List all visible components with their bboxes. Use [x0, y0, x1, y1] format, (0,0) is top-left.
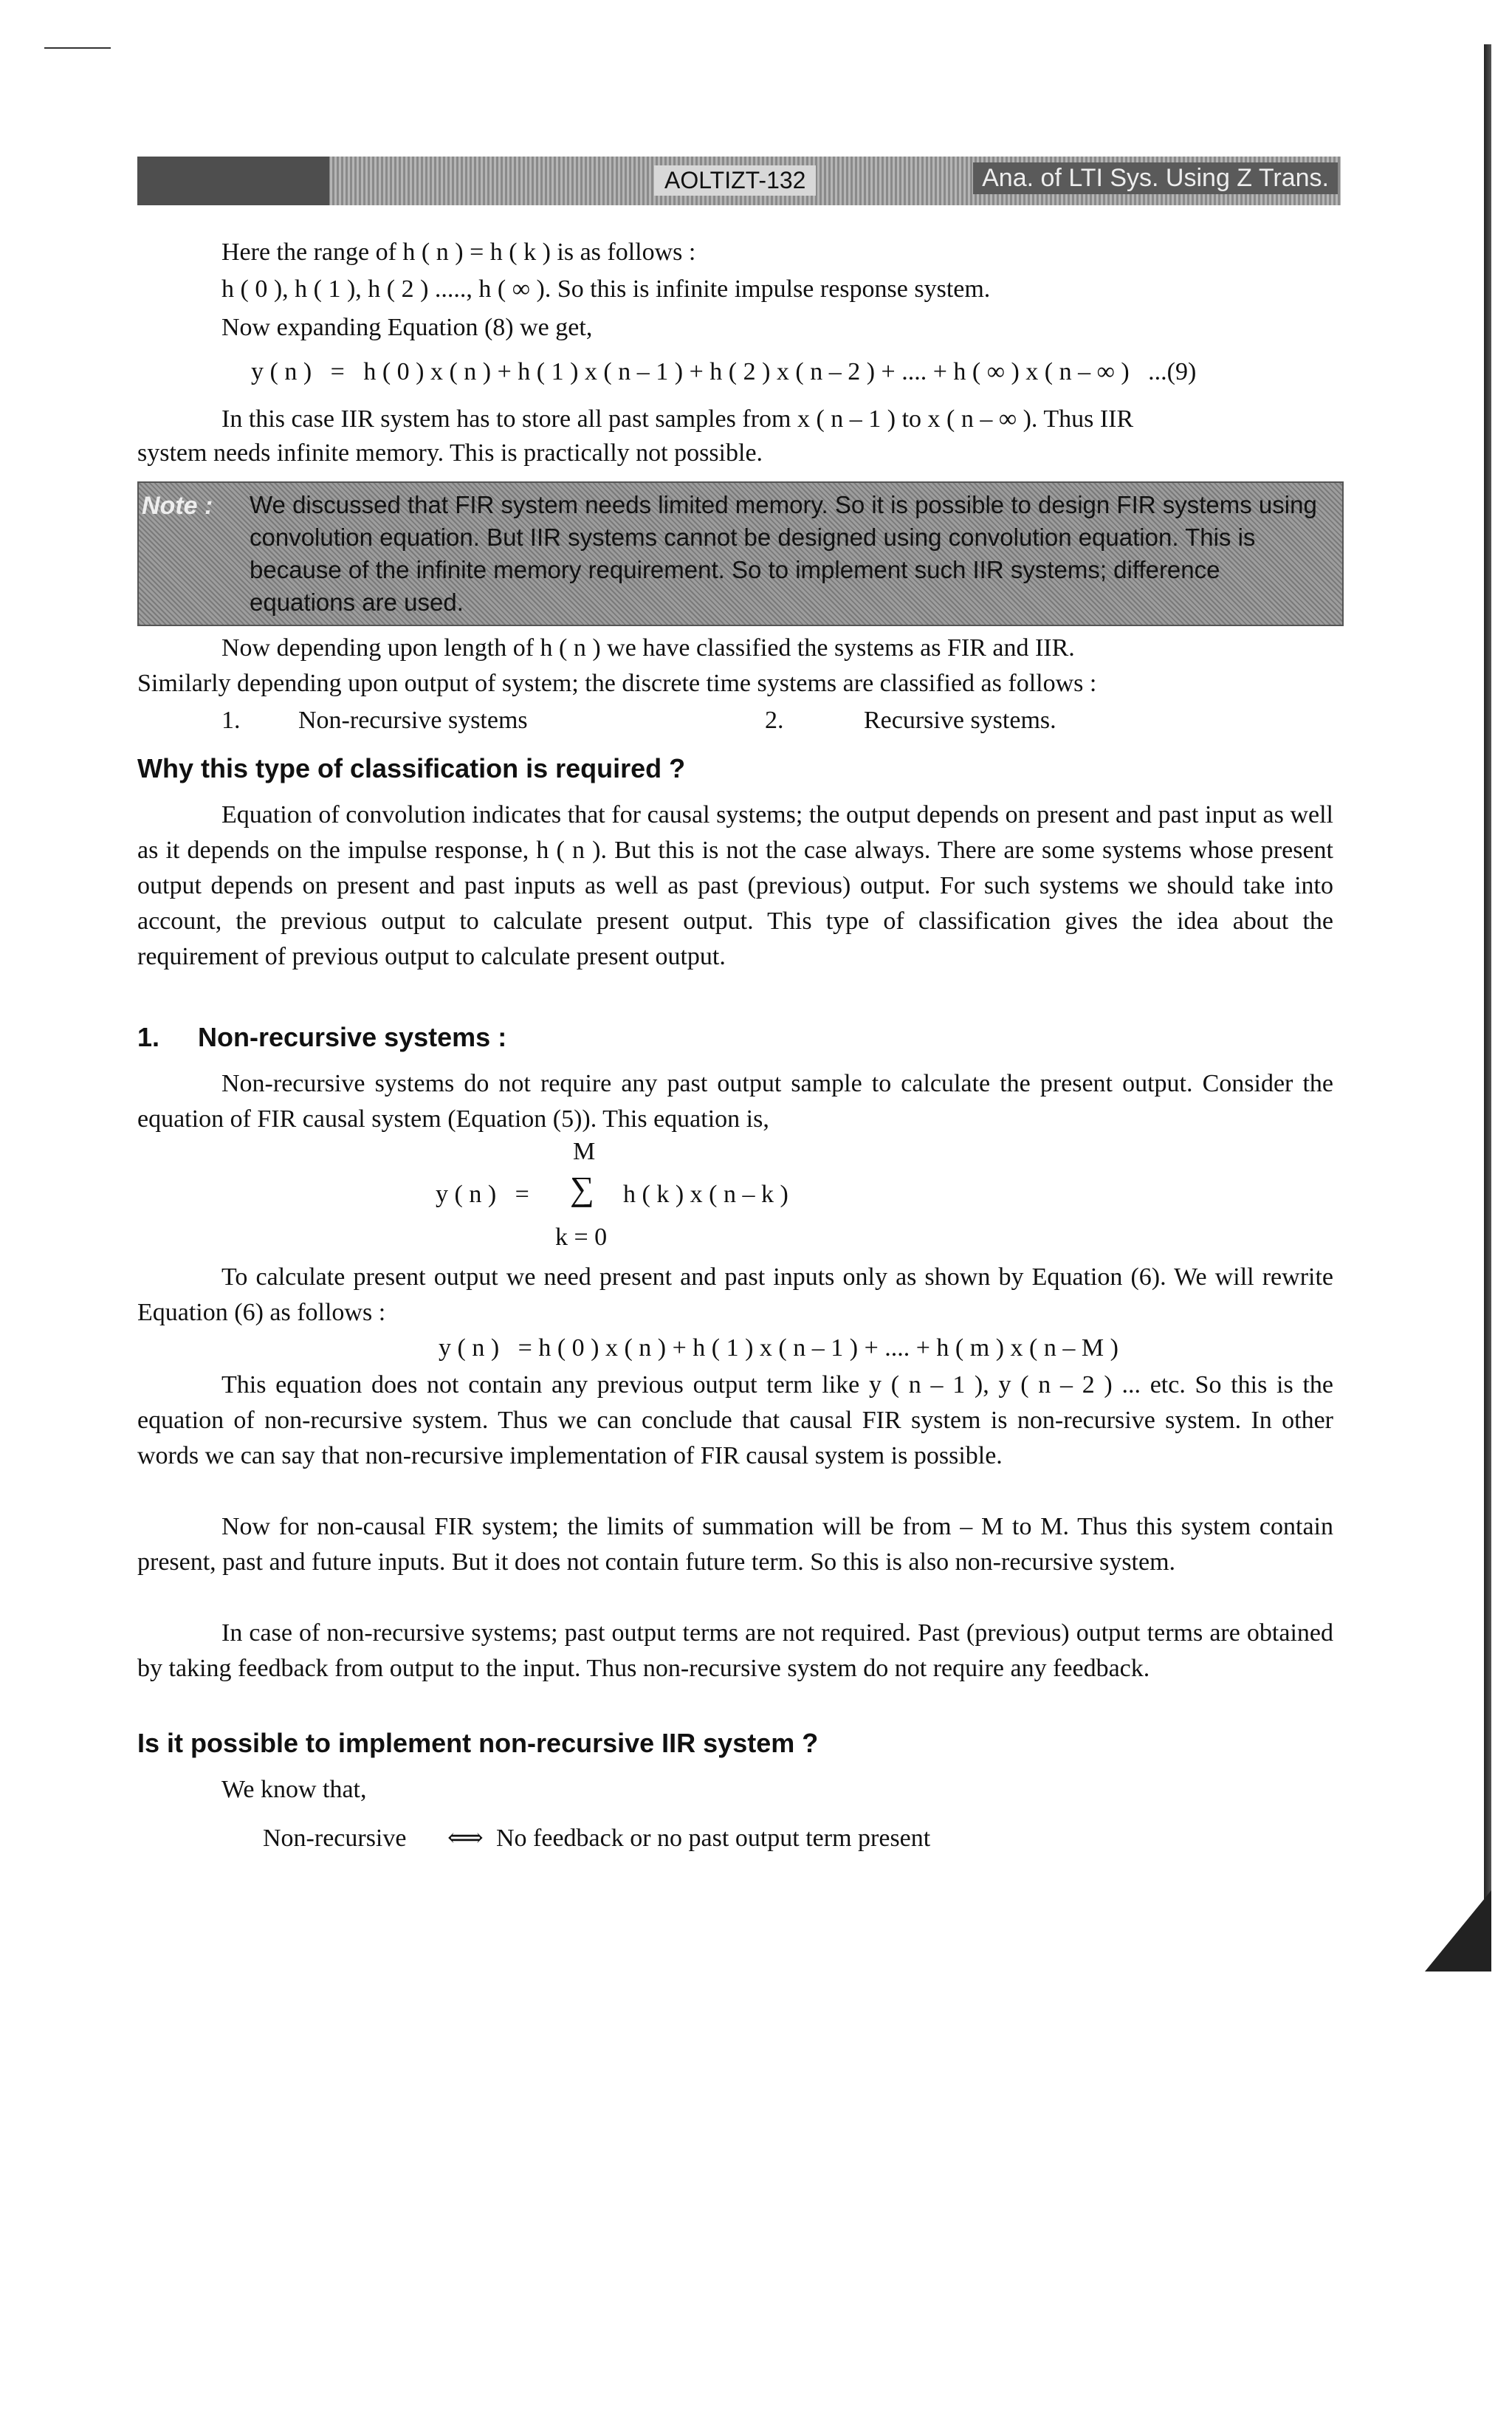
heading-why-classification: Why this type of classification is required ?	[137, 753, 686, 783]
sum-upper-limit: M	[573, 1138, 596, 1165]
list-item-2-number: 2.	[765, 707, 784, 734]
list-item-1: Non-recursive systems	[298, 707, 528, 734]
para9: We know that,	[221, 1776, 367, 1803]
note-text: We discussed that FIR system needs limited memory. So it is possible to design FIR systems using convolution equation. But IIR systems cannot be designed using convolution equation. This is because of the infinite memory requirement. So to implement such IIR systems; difference equations are used.	[250, 491, 1317, 616]
sum-lower-limit: k = 0	[555, 1224, 608, 1251]
para5	[137, 1260, 1333, 1331]
para7-text: Now for non-causal FIR system; the limits of summation will be from – M to M. Thus this system contain present, past and future inputs. But it does not contain future term. So this is also non-recursive system.	[137, 1513, 1333, 1576]
para2-line1: Now depending upon length of h ( n ) we have classified the systems as FIR and IIR.	[221, 634, 1075, 662]
sigma-symbol: ∑	[570, 1170, 594, 1207]
heading-nonrecursive-iir: Is it possible to implement non-recursive IIR system ?	[137, 1728, 819, 1758]
para3-text: Equation of convolution indicates that for causal systems; the output depends on present and past input as well as it depends on the impulse response, h ( n ). But this is not the case always. There are some systems whose present output depends on present and past inputs as well as past (previous) output. For such systems we should take into account, the previous output to calculate present output. This type of classification gives the idea about the requirement of previous output to calculate present output.	[137, 801, 1333, 970]
para6	[137, 1368, 1333, 1474]
para3	[137, 797, 1333, 975]
equivalence-arrow-icon: ⟺	[447, 1825, 484, 1852]
para5-text: To calculate present output we need present and past inputs only as shown by Equation (6). We will rewrite Equation (6) as follows :	[137, 1263, 1333, 1326]
heading-nonrecursive: Non-recursive systems :	[198, 1022, 507, 1052]
para1-line5: system needs infinite memory. This is practically not possible.	[137, 439, 763, 467]
header-topic: Ana. of LTI Sys. Using Z Trans.	[973, 162, 1338, 194]
sum-rhs: h ( k ) x ( n – k )	[623, 1181, 788, 1208]
scan-mark	[44, 47, 111, 49]
list-item-1-number: 1.	[221, 707, 241, 734]
page-edge-shadow	[1484, 44, 1491, 1964]
para8-text: In case of non-recursive systems; past output terms are not required. Past (previous) output terms are obtained by taking feedback from output to the input. Thus non-recursive system do not require any feedback.	[137, 1619, 1333, 1682]
para1-line2: h ( 0 ), h ( 1 ), h ( 2 ) ....., h ( ∞ ). So this is infinite impulse response system.	[221, 275, 991, 303]
para4	[137, 1066, 1333, 1137]
sum-lhs: y ( n ) =	[436, 1181, 529, 1208]
para7	[137, 1509, 1333, 1580]
note-label: Note :	[142, 492, 213, 520]
header-code: AOLTIZT-132	[654, 165, 816, 196]
para1-line1: Here the range of h ( n ) = h ( k ) is as follows :	[221, 239, 696, 266]
list-item-2: Recursive systems.	[864, 707, 1056, 734]
para2-line2: Similarly depending upon output of system; the discrete time systems are classified as follows :	[137, 670, 1097, 697]
heading-nonrecursive-number: 1.	[137, 1022, 160, 1052]
final-rhs: No feedback or no past output term present	[496, 1825, 931, 1852]
para1-line3: Now expanding Equation (8) we get,	[221, 314, 593, 341]
para4-text: Non-recursive systems do not require any past output sample to calculate the present output. Consider the equation of FIR causal system (Equation (5)). This equation is,	[137, 1070, 1333, 1133]
equation-9: y ( n ) = h ( 0 ) x ( n ) + h ( 1 ) x ( n – 1 ) + h ( 2 ) x ( n – 2 ) + .... + h ( ∞ ) x ( n – ∞ ) ...(9)	[251, 358, 1197, 385]
final-lhs: Non-recursive	[263, 1825, 407, 1852]
para6-text: This equation does not contain any previous output term like y ( n – 1 ), y ( n – 2 ) ... etc. So this is the equation of non-recursive system. Thus we can conclude that causal FIR system is non-recursive system. In other words we can say that non-recursive implementation of FIR causal system is possible.	[137, 1371, 1333, 1469]
equation-expanded: y ( n ) = h ( 0 ) x ( n ) + h ( 1 ) x ( n – 1 ) + .... + h ( m ) x ( n – M )	[439, 1334, 1118, 1362]
header-dark-block	[137, 157, 329, 205]
note-box	[137, 481, 1344, 626]
running-header	[137, 157, 1341, 205]
page-edge-shadow-foot	[1425, 1890, 1491, 1972]
para1-line4: In this case IIR system has to store all past samples from x ( n – 1 ) to x ( n – ∞ ). Thus IIR	[221, 405, 1134, 433]
para8	[137, 1616, 1333, 1686]
